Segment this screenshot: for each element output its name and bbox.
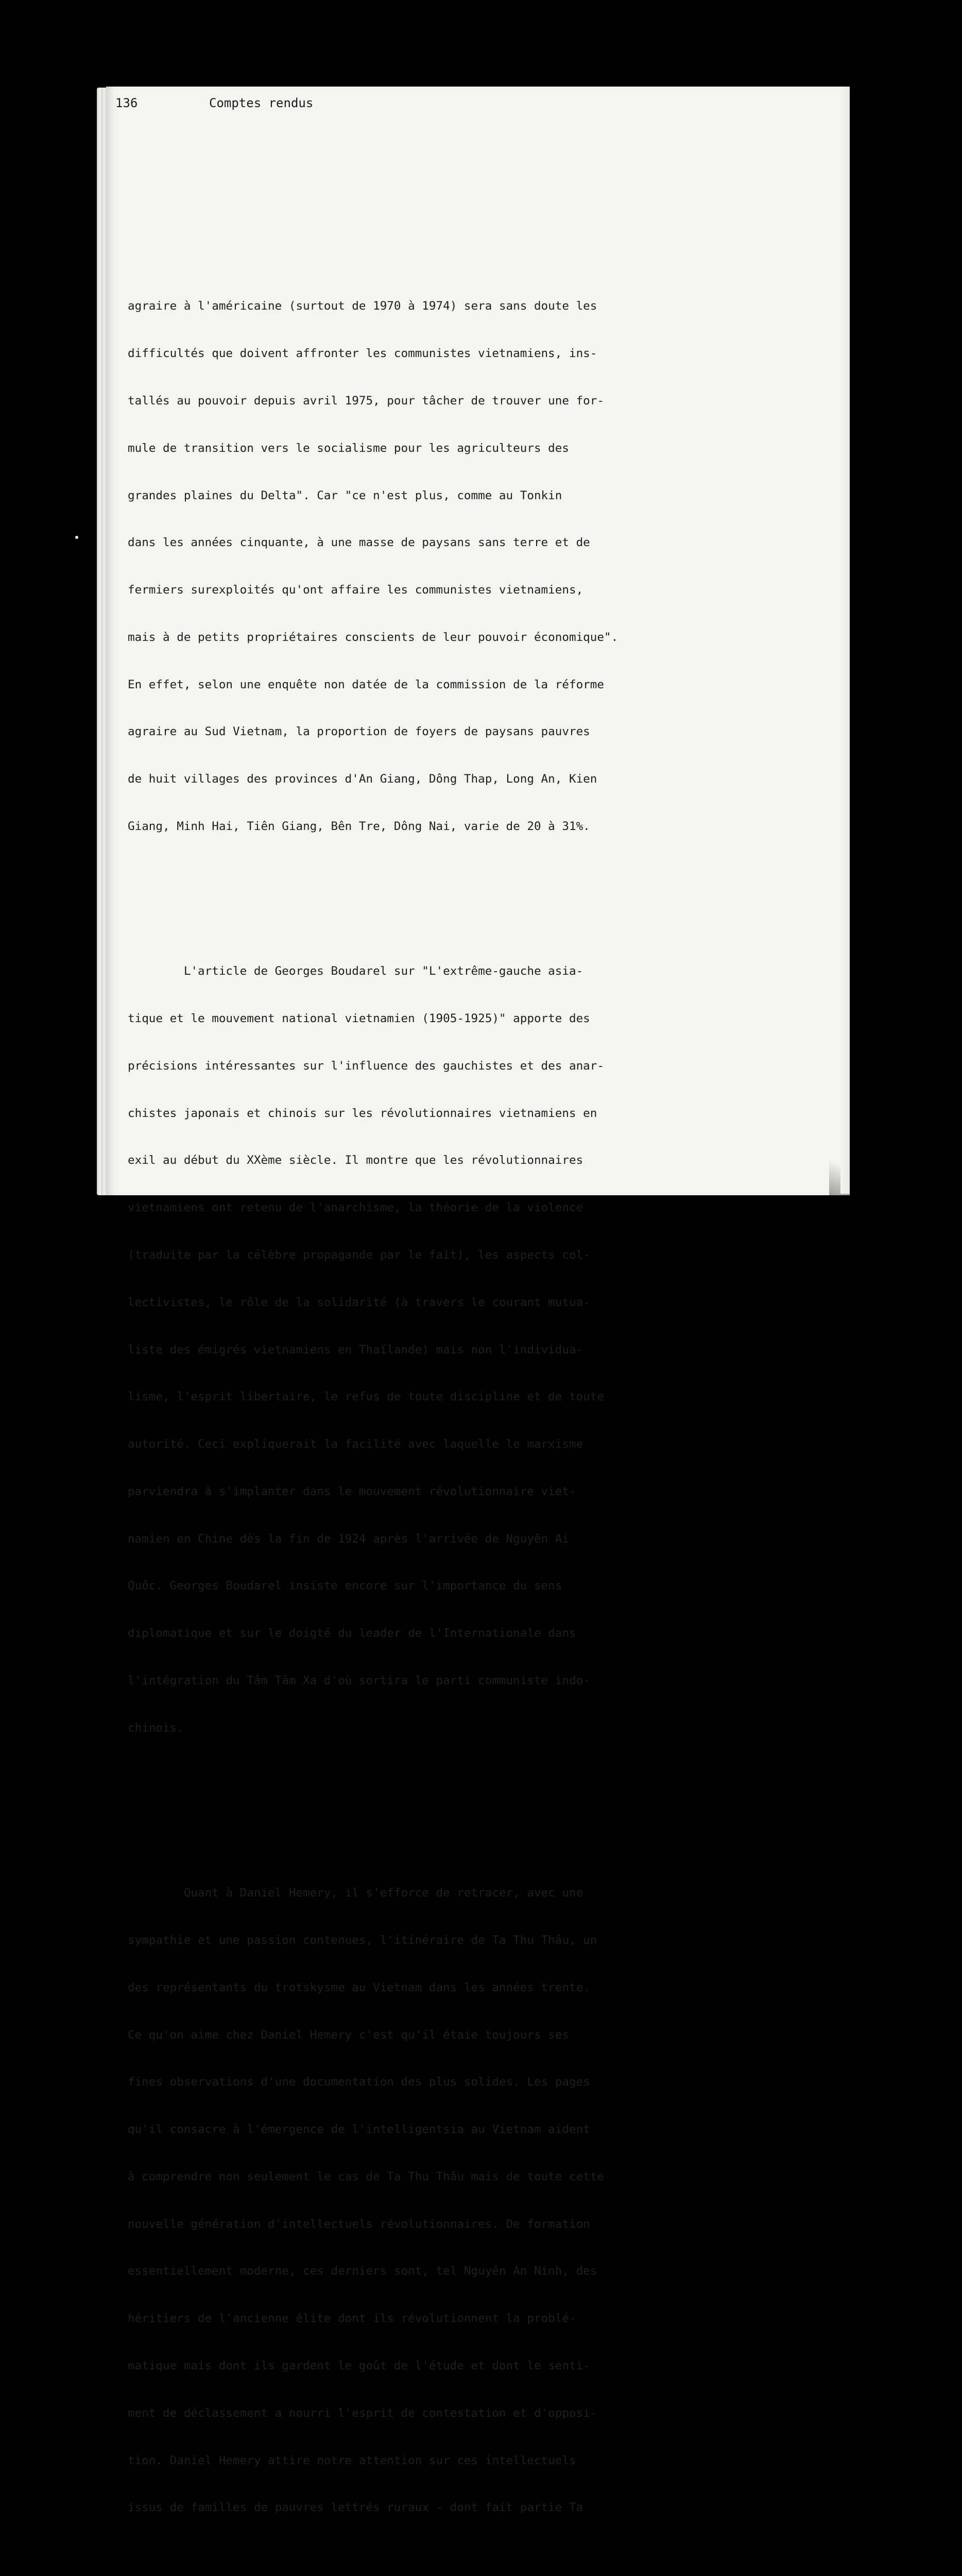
body-text (128, 235, 782, 2576)
text-line: des représentants du trotskysme au Vietnam dans les années trente. (128, 1980, 590, 1994)
text-line: issus de familles de pauvres lettrés ruraux - dont fait partie Ta (128, 2501, 583, 2515)
text-line: ment de déclassement a nourri l'esprit de contestation et d'opposi- (128, 2406, 597, 2420)
text-line: (traduite par la célèbre propagande par le fait), les aspects col- (128, 1248, 590, 1262)
scan-dust-mark (75, 536, 78, 539)
text-line: mule de transition vers le socialisme pour les agriculteurs des (128, 441, 569, 455)
text-line: nouvelle génération d'intellectuels révolutionnaires. De formation (128, 2217, 590, 2231)
text-line: héritiers de l'ancienne élite dont ils révolutionnent la problé- (128, 2312, 576, 2326)
text-line: vietnamiens ont retenu de l'anarchisme, la théorie de la violence (128, 1201, 583, 1215)
text-line: dans les années cinquante, à une masse de paysans sans terre et de (128, 536, 590, 550)
text-line: agraire à l'américaine (surtout de 1970 à 1974) sera sans doute les (128, 299, 597, 313)
page-number: 136 (115, 96, 138, 110)
text-line: tallés au pouvoir depuis avril 1975, pour tâcher de trouver une for- (128, 394, 604, 408)
text-line: grandes plaines du Delta". Car "ce n'est plus, comme au Tonkin (128, 488, 562, 502)
paragraph-2 (128, 932, 782, 1767)
text-line: précisions intéressantes sur l'influence des gauchistes et des anar- (128, 1059, 604, 1073)
text-line: En effet, selon une enquête non datée de la commission de la réforme (128, 677, 604, 691)
text-line: l'intégration du Tâm Tâm Xa d'où sortira le parti communiste indo- (128, 1674, 590, 1688)
text-line: tion. Daniel Hemery attire notre attention sur ces intellectuels (128, 2453, 576, 2467)
text-line: qu'il consacre à l'émergence de l'intelligentsia au Vietnam aident (128, 2123, 590, 2137)
text-line: essentiellement moderne, ces derniers sont, tel Nguyên An Ninh, des (128, 2264, 597, 2278)
paragraph-1 (128, 267, 782, 866)
text-line: agraire au Sud Vietnam, la proportion de foyers de paysans pauvres (128, 725, 590, 739)
paragraph-gap (128, 897, 782, 901)
text-line: sympathie et une passion contenues, l'itinéraire de Ta Thu Thâu, un (128, 1933, 597, 1947)
paragraph-3 (128, 1854, 782, 2547)
text-line: autorité. Ceci expliquerait la facilité avec laquelle le marxisme (128, 1437, 583, 1451)
text-line: Quant à Daniel Hemery, il s'efforce de retracer, avec une (128, 1886, 583, 1900)
page-right-edge (840, 89, 850, 1194)
text-line: lectivistes, le rôle de la solidarité (à travers le courant mutua- (128, 1295, 590, 1309)
text-line: lisme, l'esprit libertaire, le refus de toute discipline et de toute (128, 1390, 604, 1404)
text-line: Ce qu'on aime chez Daniel Hemery c'est qu'il étaie toujours ses (128, 2028, 569, 2042)
text-line: Giang, Minh Hai, Tiên Giang, Bên Tre, Dông Nai, varie de 20 à 31%. (128, 819, 590, 833)
text-line: à comprendre non seulement le cas de Ta Thu Thâu mais de toute cette (128, 2170, 604, 2183)
text-line: mais à de petits propriétaires conscients de leur pouvoir économique". (128, 630, 619, 644)
text-line: L'article de Georges Boudarel sur "L'extrême-gauche asia- (128, 964, 583, 978)
running-head: Comptes rendus (209, 96, 314, 110)
text-line: parviendra à s'implanter dans le mouvement révolutionnaire viet- (128, 1484, 576, 1498)
text-line: namien en Chine dès la fin de 1924 après l'arrivée de Nguyên Ai (128, 1532, 569, 1546)
text-line: matique mais dont ils gardent le goût de l'étude et dont le senti- (128, 2359, 590, 2372)
text-line: fermiers surexploités qu'ont affaire les communistes vietnamiens, (128, 583, 583, 597)
text-line: chistes japonais et chinois sur les révolutionnaires vietnamiens en (128, 1106, 597, 1120)
text-line: exil au début du XXème siècle. Il montre que les révolutionnaires (128, 1154, 583, 1167)
text-line: Quôc. Georges Boudarel insiste encore sur l'importance du sens (128, 1579, 562, 1593)
page-header (115, 96, 314, 154)
text-line: difficultés que doivent affronter les communistes vietnamiens, ins- (128, 347, 597, 361)
text-line: diplomatique et sur le doigté du leader de l'Internationale dans (128, 1626, 576, 1640)
text-line: tique et le mouvement national vietnamien (1905-1925)" apporte des (128, 1012, 590, 1026)
text-line: chinois. (128, 1721, 184, 1735)
text-line: de huit villages des provinces d'An Giang, Dông Thap, Long An, Kien (128, 772, 597, 786)
text-line: fines observations d'une documentation des plus solides. Les pages (128, 2075, 590, 2089)
paragraph-gap (128, 1799, 782, 1822)
text-line: liste des émigrés vietnamiens en Thaïlande) mais non l'individua- (128, 1343, 583, 1357)
